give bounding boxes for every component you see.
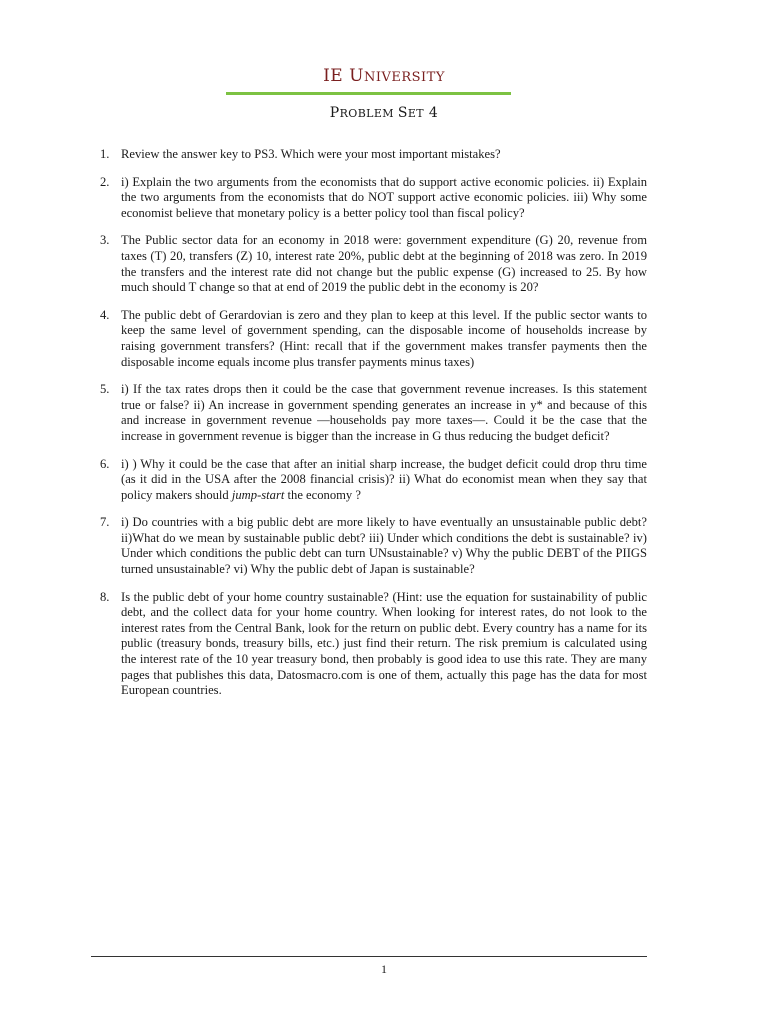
subtitle-initial: P [329,105,340,121]
problem-text: Is the public debt of your home country sustainable? (Hint: use the equation for sustainability of public debt, and the collect data for your home country. When looking for interest rates, do not look to the interest rates from the Central Bank, look for the return on public debt. Every country has a name for its public (treasury bonds, treasury bills, etc.) just find their return. The risk premium is calculated using the interest rate of the 10 year treasury bond, then probably is good idea to use this rate. They are many pages that publishes this data, Datosmacro.com is one of them, actually this page has the data for most European countries. [121,589,647,698]
title-rest: NIVERSITY [363,70,445,85]
problem-number: 4. [100,307,110,322]
problem-number: 3. [100,233,110,248]
problem-text: The Public sector data for an economy in 2018 were: government expenditure (G) 20, revenue from taxes (T) 20, transfers (Z) 10, interest rate 20%, public debt at the beginning of 2018 was zero. In 2019 the transfers and the interest rate did not change but the public expense (G) increased to 25. By how much should T change so that at end of 2019 the public debt in the economy is 20? [121,233,647,295]
problem-text-part: i) ) Why it could be the case that after an initial sharp increase, the budget deficit could drop thru time (as it did in the USA after the 2008 financial crisis)? ii) What do economist mean when they say that policy makers should [121,456,647,502]
problem-number: 5. [100,382,110,397]
problem-item [100,308,647,370]
problem-number: 8. [100,589,110,604]
problem-text: The public debt of Gerardovian is zero and they plan to keep at this level. If the public sector wants to keep the same level of government spending, can the disposable income of households increase by raising government transfers? (Hint: recall that if the government makes transfer payments then the disposable income equals income plus transfer payments minus taxes) [121,307,647,369]
problem-number: 6. [100,456,110,471]
problem-number: 7. [100,515,110,530]
problem-text-part: the economy ? [284,487,361,502]
subtitle-number: 4 [428,105,439,121]
subtitle-set-initial: S [397,105,408,121]
problem-item [100,590,647,699]
page-number: 1 [381,962,387,976]
problem-text: i) Explain the two arguments from the economists that do support active economic policies. ii) Explain the two arguments from the economists that do NOT support active economic policies. iii) Why some economist believe that monetary policy is a better policy tool than fiscal policy? [121,174,647,220]
problem-set-title [0,105,768,121]
problem-text [121,457,647,502]
subtitle-set-rest: ET [407,107,425,120]
problem-item [100,382,647,444]
problem-item [100,457,647,504]
problem-item [100,175,647,222]
header-rule [226,92,511,95]
title-initials: IE U [323,66,364,86]
jump-start-emphasis: jump-start [231,487,285,502]
problem-item [100,147,647,163]
problem-number: 2. [100,174,110,189]
problem-text: i) Do countries with a big public debt are more likely to have eventually an unsustainable public debt? ii)What do we mean by sustainable public debt? iii) Under which conditions the debt is sustainable? iv) Under which conditions the public debt can turn UNsustainable? v) Why the public DEBT of the PIIGS turned unsustainable? vi) Why the public debt of Japan is sustainable? [121,515,647,577]
problem-item [100,233,647,295]
university-title [0,66,768,86]
problem-text: i) If the tax rates drops then it could be the case that government revenue increases. Is this statement true or false? ii) An increase in government spending generates an increase in y* and because of this and increase in government revenue —households pay more taxes—. Could it be the case that the increase in government revenue is bigger than the increase in G thus reducing the budget deficit? [121,382,647,443]
problem-number: 1. [100,147,110,161]
problem-list [100,147,647,711]
problem-text: Review the answer key to PS3. Which were your most important mistakes? [121,147,501,161]
problem-item [100,515,647,577]
subtitle-rest: ROBLEM [339,107,398,120]
footer-rule [91,956,647,957]
